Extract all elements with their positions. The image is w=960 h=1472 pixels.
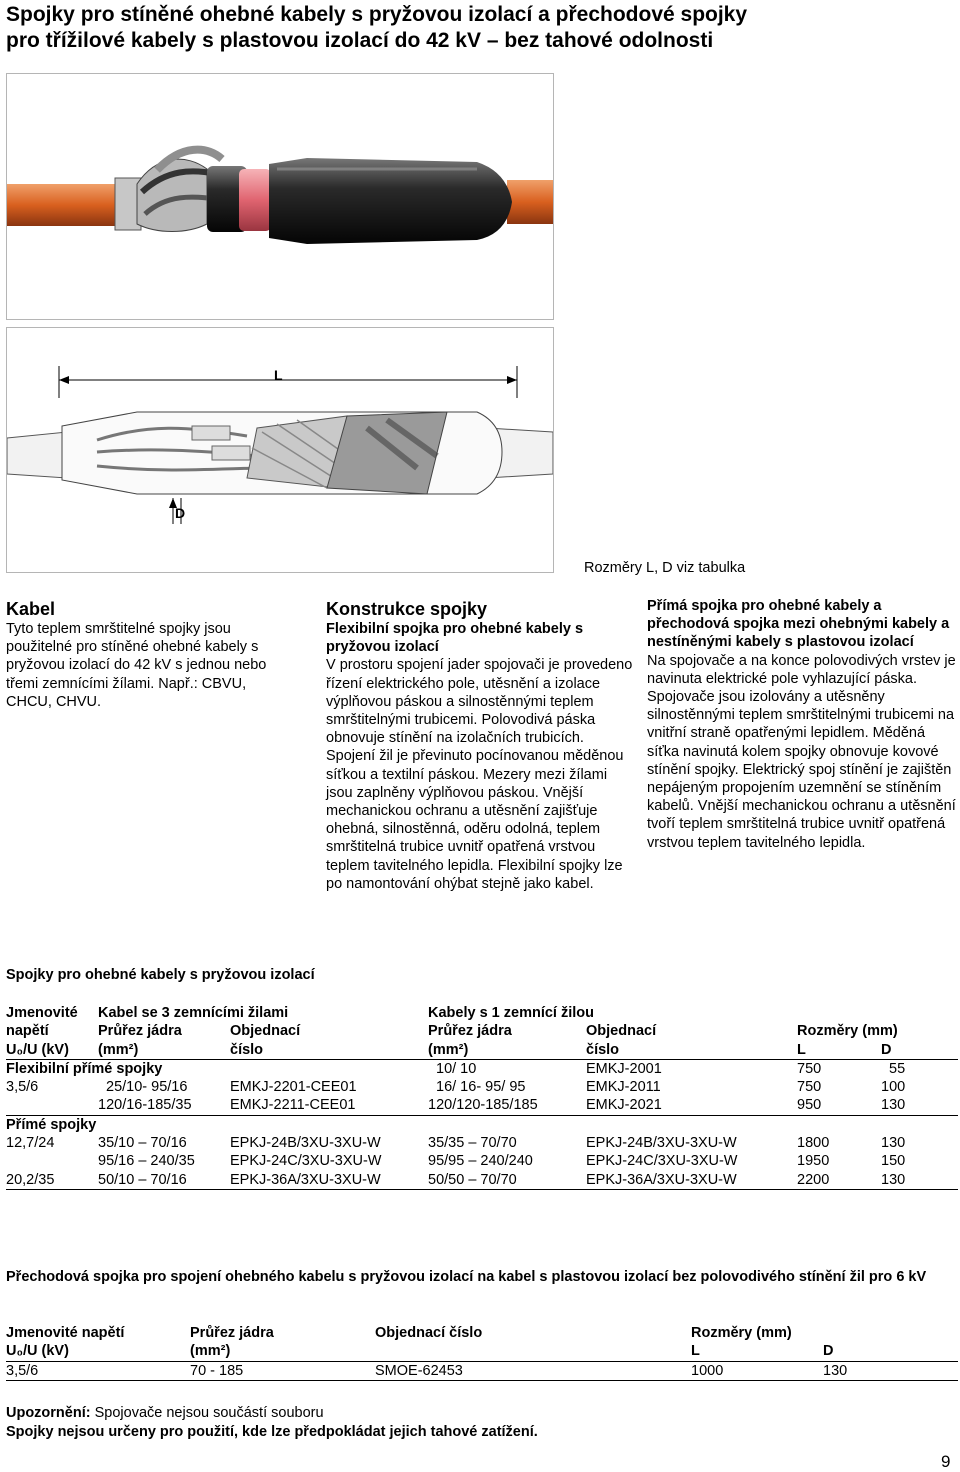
transition-joint-table [6,1324,958,1381]
table-cell: EPKJ-36A/3XU-3XU-W [230,1171,381,1188]
table2-header-dims: Rozměry (mm) [691,1325,792,1341]
table-cell: EPKJ-24C/3XU-3XU-W [230,1153,382,1170]
notice-text-1: Spojovače nejsou součástí souboru [90,1405,324,1421]
product-photo [6,73,554,320]
dimension-l-label: L [274,367,283,383]
straight-joint-description [647,597,957,852]
table1-header-order-2-3core: číslo [230,1041,264,1058]
construction-description [326,598,636,893]
table-cell: 3,5/6 [6,1362,39,1379]
table-cell: 130 [881,1171,906,1188]
notice-line-1 [6,1404,538,1423]
table-cell: EMKJ-2001 [586,1060,662,1077]
table-cell [6,1096,98,1115]
table-cell: 35/10 – 70/16 [98,1135,187,1152]
table1-header-voltage-unit: U₀/U (kV) [6,1041,69,1058]
table2-header-l: L [691,1343,700,1360]
table-row [6,1171,958,1190]
table-cell: 1000 [691,1362,724,1379]
table-row [6,1078,958,1096]
table1-group-row [6,1059,958,1078]
table1-title: Spojky pro ohebné kabely s pryžovou izolací [6,967,315,983]
table1-header-row-2 [6,1022,958,1040]
table1-group-row-2 [6,1115,958,1134]
table-cell: 1950 [797,1153,830,1170]
table-cell: EPKJ-24B/3XU-3XU-W [230,1135,381,1152]
table1-header-voltage: Jmenovité [6,1005,78,1021]
cable-heading: Kabel [6,599,56,619]
table-cell: 16/ 16- 95/ 95 [436,1079,526,1096]
table2-header-voltage: Jmenovité napětí [6,1325,125,1341]
table-cell: 150 [881,1153,906,1170]
dimension-d-label: D [175,505,186,521]
table-cell: 55 [889,1060,906,1077]
page-number: 9 [941,1452,951,1471]
table1-header-cross-3core: Průřez jádra [98,1023,182,1040]
table-cell: 50/10 – 70/16 [98,1171,187,1188]
table-cell: SMOE-62453 [375,1362,463,1379]
table-cell: EPKJ-24B/3XU-3XU-W [586,1135,737,1152]
table1-group-straight: Přímé spojky [6,1116,97,1133]
page-title-line2: pro třížilové kabely s plastovou izolací do 42 kV – bez tahové odolnosti [6,29,714,52]
table1-header-group1: Kabely s 1 zemnící žilou [428,1005,594,1021]
table-cell: EMKJ-2211-CEE01 [230,1097,356,1114]
table2-header-voltage-unit: U₀/U (kV) [6,1343,69,1360]
table-cell: 100 [881,1079,906,1096]
table-cell: EPKJ-24C/3XU-3XU-W [586,1153,738,1170]
construction-text: V prostoru spojení jader spojovači je provedeno řízení elektrického pole, utěsnění a izolace výplňovou páskou a silnostěnnými teplem smrštitelnými trubicemi. Polovodivá páska obnovuje stínění na izolačních trubicích. Spojení žil je převinuto pocínovanou měděnou síťkou a textilní páskou. Mezery mezi žílami jsou zaplněny výplňovou páskou. Vnější mechanickou ochranu a utěsnění zajišťuje ohebná, silnostěnná, oděru odolná, teplem smrštitelná trubice uvnitř opatřená vrstvou teplem tavitelného lepidla. Flexibilní spojky lze po namontování ohýbat stejně jako kabel. [326,657,633,892]
table-cell: 130 [881,1097,906,1114]
table1-header-voltage-2: napětí [6,1023,49,1040]
table-cell: 120/16-185/35 [98,1097,192,1114]
table-cell: EPKJ-36A/3XU-3XU-W [586,1171,737,1188]
straight-joint-subheading: Přímá spojka pro ohebné kabely a přechodová spojka mezi ohebnými kabely a nestíněnými kabely s plastovou izolací [647,598,950,651]
table1-header-order-2-1core: číslo [586,1041,620,1058]
table1-header-row-3 [6,1041,958,1060]
page-title [6,2,946,54]
joints-table [6,1004,958,1190]
table2-header-row-2 [6,1342,958,1361]
table1-header-cross-1core: Průřez jádra [428,1023,512,1040]
table2-title: Přechodová spojka pro spojení ohebného kabelu s pryžovou izolací na kabel s plastovou izolací bez polovodivého stínění žil pro 6 kV [6,1269,927,1285]
table-cell: 12,7/24 [6,1135,55,1152]
table1-header-l: L [797,1041,806,1058]
table-cell: 120/120-185/185 [428,1097,538,1114]
cable-text: Tyto teplem smrštitelné spojky jsou použitelné pro stíněné ohebné kabely s pryžovou izolací do 42 kV s jednou nebo třemi zemnícími žílami. Např.: CBVU, CHCU, CHVU. [6,621,267,710]
table-cell: 10/ 10 [436,1060,477,1077]
table-cell: 95/95 – 240/240 [428,1153,533,1170]
table-cell: EMKJ-2021 [586,1097,662,1114]
table2-header-d: D [823,1343,834,1360]
page-title-line1: Spojky pro stíněné ohebné kabely s pryžovou izolací a přechodové spojky [6,3,748,26]
table-row [6,1361,958,1380]
table1-header-dims: Rozměry (mm) [797,1023,898,1040]
table1-header-order-3core: Objednací [230,1023,301,1040]
drawing-caption: Rozměry L, D viz tabulka [584,560,746,576]
table-cell: 2200 [797,1171,830,1188]
table1-header-cross-unit-1core: (mm²) [428,1041,469,1058]
table1-header-cross-unit-3core: (mm²) [98,1041,139,1058]
table-cell: 130 [881,1135,906,1152]
technical-drawing [6,327,554,573]
construction-subheading: Flexibilní spojka pro ohebné kabely s pryžovou izolací [326,621,584,656]
table2-header-row-1 [6,1324,958,1342]
table1-header-group3: Kabel se 3 zemnícími žilami [98,1005,289,1021]
table-cell: EMKJ-2011 [586,1079,661,1096]
table2-header-cross: Průřez jádra [190,1325,274,1341]
table-cell: 95/16 – 240/35 [98,1153,195,1170]
table1-header-row-1 [6,1004,958,1022]
table1-header-d: D [881,1041,892,1058]
table-cell: EMKJ-2201-CEE01 [230,1079,357,1096]
notice-label: Upozornění: [6,1405,91,1421]
table-cell: 70 - 185 [190,1362,244,1379]
table1-group-flex: Flexibilní přímé spojky [6,1060,163,1077]
straight-joint-text: Na spojovače a na konce polovodivých vrstev je navinuta elektrické pole vyhlazující páska. Spojovače jsou izolovány a utěsněny silnostěnnými teplem smrštitelnými trubicemi na vnitřní straně opatřenými lepidlem. Měděná síťka navinutá kolem spojky obnovuje kovové stínění spojky. Elektrický spoj stínění je zajištěn nepájeným propojením uzemnění se stíněním kabelů. Vnější mechanickou ochranu a utěsnění tvoří teplem smrštitelná trubice uvnitř opatřená vrstvou teplem tavitelného lepidla. [647,652,956,851]
table-row [6,1134,958,1152]
table-cell: 1800 [797,1135,830,1152]
table-row [6,1096,958,1115]
table-cell [6,1152,98,1170]
cable-joint-cross-section-drawing [7,328,553,572]
table-cell: 130 [823,1362,848,1379]
table2-header-cross-unit: (mm²) [190,1343,231,1360]
construction-heading: Konstrukce spojky [326,599,488,619]
table-cell: 50/50 – 70/70 [428,1171,517,1188]
table-cell: 750 [797,1079,822,1096]
table-cell: 35/35 – 70/70 [428,1135,517,1152]
table-cell: 25/10- 95/16 [106,1079,188,1096]
table-cell: 950 [797,1097,822,1114]
table1-header-order-1core: Objednací [586,1023,657,1040]
table2-header-order: Objednací číslo [375,1325,483,1341]
cable-joint-photo-illustration [7,74,553,319]
table-row [6,1152,958,1170]
notice [6,1404,538,1442]
notice-line-2: Spojky nejsou určeny pro použití, kde lze předpokládat jejich tahové zatížení. [6,1424,538,1440]
table-cell: 750 [797,1060,822,1077]
table-cell: 20,2/35 [6,1171,55,1188]
table-cell: 3,5/6 [6,1079,39,1096]
cable-description [6,598,296,711]
